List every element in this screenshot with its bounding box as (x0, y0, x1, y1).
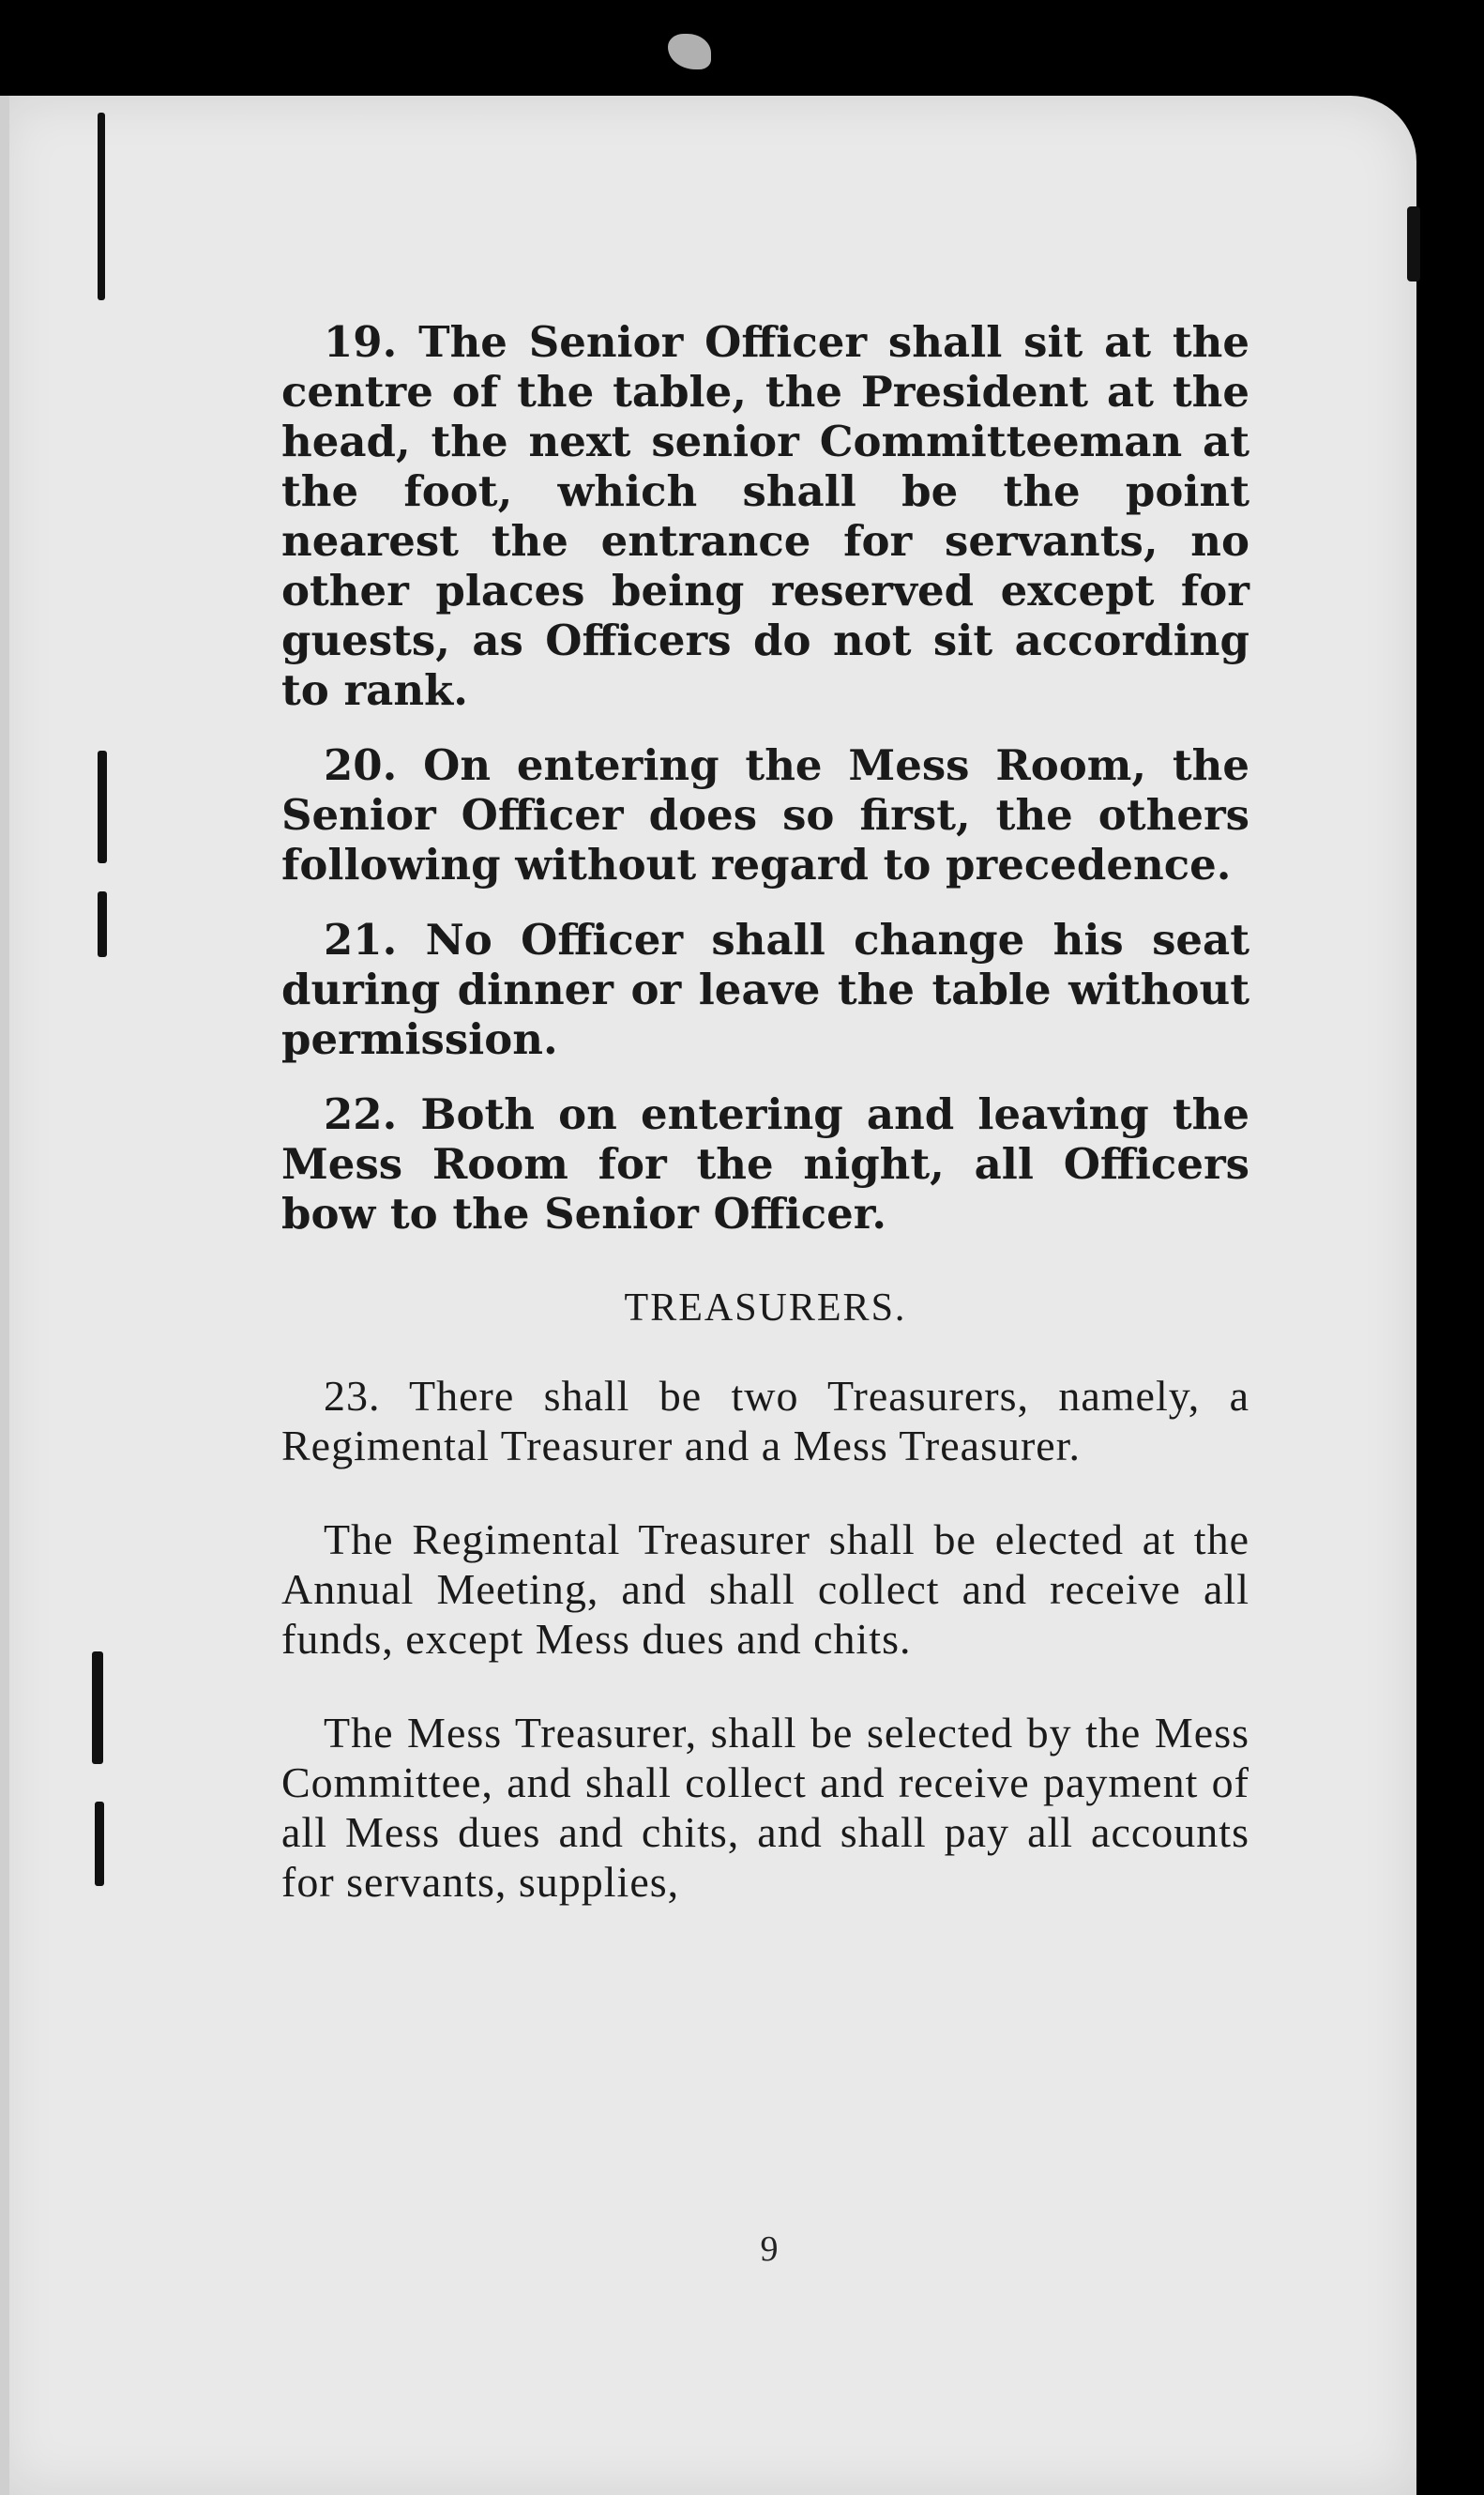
binding-mark (98, 751, 107, 863)
page-gutter (0, 96, 9, 2495)
paragraph-rule-20: 20. On entering the Mess Room, the Senior Officer does so first, the others following without regard to precedence. (281, 740, 1249, 890)
page-number: 9 (760, 2229, 779, 2269)
binding-mark (95, 1802, 104, 1886)
binding-mark (92, 1651, 103, 1764)
paragraph-regimental-treasurer: The Regimental Treasurer shall be elected at the Annual Meeting, and shall collect and receive all funds, except Mess dues and chits. (281, 1515, 1249, 1663)
paragraph-rule-23: 23. There shall be two Treasurers, namely, a Regimental Treasurer and a Mess Treasurer. (281, 1372, 1249, 1469)
scan-artifact (668, 34, 711, 69)
paragraph-rule-21: 21. No Officer shall change his seat during dinner or leave the table without permission. (281, 915, 1249, 1064)
binding-mark (98, 891, 107, 957)
paragraph-rule-19: 19. The Senior Officer shall sit at the centre of the table, the President at the head, the next senior Committeeman at the foot, which shall be the point nearest the entrance for servants, no other places being reserved except for guests, as Officers do not sit according to rank. (281, 317, 1249, 715)
page-edge-mark (1407, 206, 1420, 281)
page-text (281, 317, 1249, 1951)
section-heading: TREASURERS. (624, 1286, 907, 1330)
binding-mark (98, 113, 105, 300)
paragraph-rule-22: 22. Both on entering and leaving the Mess Room for the night, all Officers bow to the Senior Officer. (281, 1089, 1249, 1239)
paragraph-mess-treasurer: The Mess Treasurer, shall be selected by the Mess Committee, and shall collect and receive payment of all Mess dues and chits, and shall pay all accounts for servants, supplies, (281, 1709, 1249, 1906)
